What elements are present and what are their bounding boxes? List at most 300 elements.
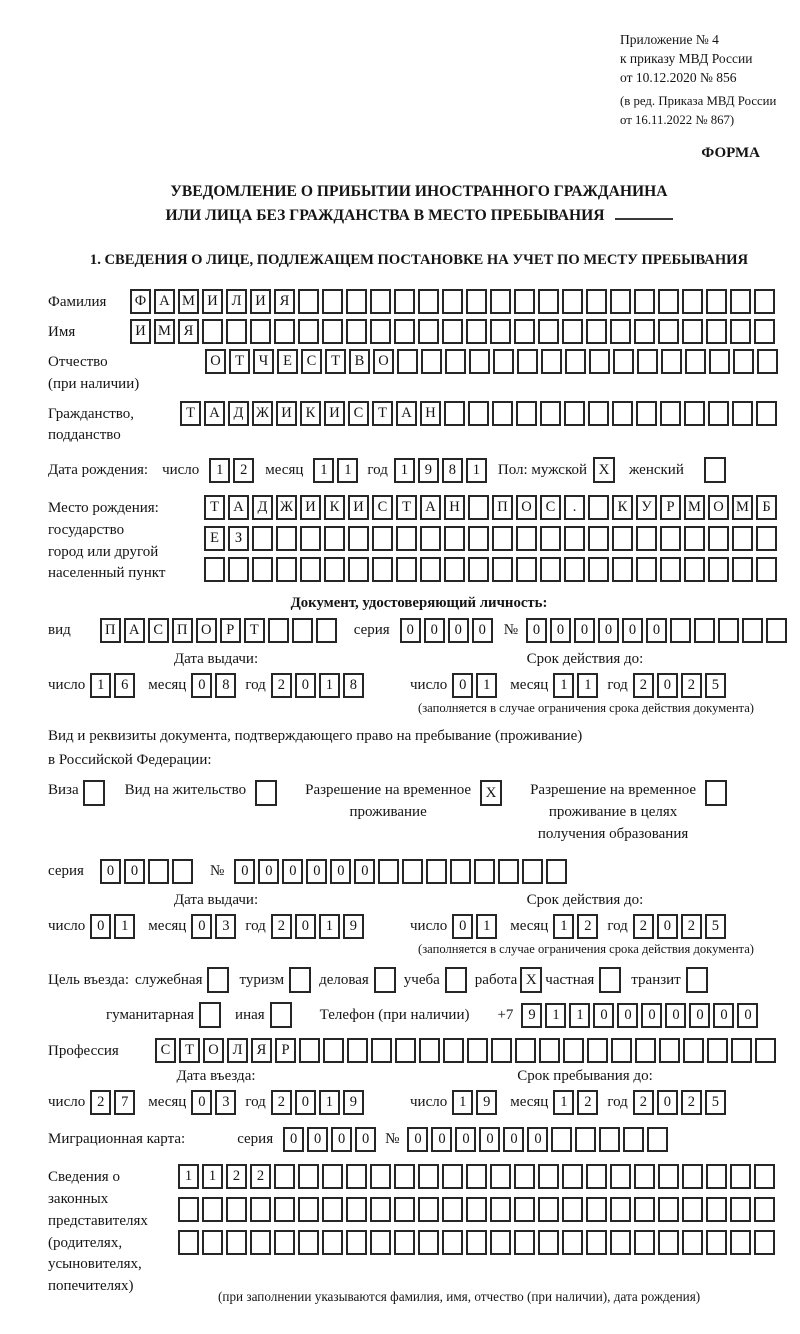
char-cell: 0	[617, 1003, 638, 1028]
char-cell: О	[516, 495, 537, 520]
char-cell	[730, 289, 751, 314]
char-cell: 0	[448, 618, 469, 643]
char-cell: М	[732, 495, 753, 520]
sex-male-checkbox: X	[593, 457, 615, 483]
char-cell	[394, 319, 415, 344]
char-cell: 0	[307, 1127, 328, 1152]
char-cell	[623, 1127, 644, 1152]
month-label: месяц	[265, 461, 304, 478]
char-cell: 9	[521, 1003, 542, 1028]
char-cell	[587, 1038, 608, 1063]
char-cell: 0	[191, 673, 212, 698]
section1-heading: 1. СВЕДЕНИЯ О ЛИЦЕ, ПОДЛЕЖАЩЕМ ПОСТАНОВКЕ НА УЧЕТ ПО МЕСТУ ПРЕБЫВАНИЯ	[89, 252, 749, 269]
month-label: месяц	[148, 677, 187, 694]
char-cell	[708, 526, 729, 551]
char-cell	[202, 1197, 223, 1222]
temp-residence-edu-label: Разрешение на временное проживание в целях получения образования	[530, 782, 697, 842]
entry-day-cells	[90, 1090, 138, 1115]
char-cell	[346, 319, 367, 344]
char-cell: 8	[215, 673, 236, 698]
representatives-cell-rows	[178, 1164, 778, 1305]
char-cell	[636, 401, 657, 426]
purpose-phone-row	[48, 1002, 790, 1028]
char-cell: 2	[681, 673, 702, 698]
char-cell: Т	[204, 495, 225, 520]
doc-issue-date	[48, 673, 384, 698]
birth-place-label: Место рождения: государство город или другой населенный пункт	[48, 500, 166, 582]
char-cell	[599, 1127, 620, 1152]
char-cell	[514, 289, 535, 314]
char-cell	[426, 859, 447, 884]
purpose-study-label: учеба	[403, 971, 440, 988]
day-label: число	[410, 677, 448, 694]
char-cell	[348, 526, 369, 551]
patronymic-label: Отчество (при наличии)	[48, 354, 140, 392]
char-cell: 2	[271, 673, 292, 698]
stay-year-cells	[633, 1090, 729, 1115]
citizenship-label: Гражданство, подданство	[48, 405, 135, 444]
char-cell: М	[684, 495, 705, 520]
char-cell	[684, 526, 705, 551]
char-cell: 0	[452, 673, 473, 698]
char-cell: С	[155, 1038, 176, 1063]
purpose-business-label: деловая	[319, 971, 369, 988]
doc-valid-month-cells	[553, 673, 601, 698]
entry-year-cells	[271, 1090, 367, 1115]
char-cell	[610, 289, 631, 314]
char-cell	[718, 618, 739, 643]
surname-cells	[130, 289, 778, 314]
char-cell	[538, 1230, 559, 1255]
char-cell	[682, 1164, 703, 1189]
char-cell: Л	[226, 289, 247, 314]
char-cell: Д	[252, 495, 273, 520]
char-cell: 0	[191, 1090, 212, 1115]
char-cell	[474, 859, 495, 884]
char-cell	[346, 1230, 367, 1255]
char-cell	[274, 1197, 295, 1222]
char-cell	[370, 1230, 391, 1255]
appendix-line: к приказу МВД России	[620, 51, 753, 67]
char-cell: 1	[577, 673, 598, 698]
entry-date-block	[48, 1068, 384, 1115]
char-cell	[610, 319, 631, 344]
profession-row	[48, 1038, 790, 1063]
char-cell	[540, 557, 561, 582]
entry-date	[48, 1090, 384, 1115]
char-cell: О	[373, 349, 394, 374]
char-cell	[468, 557, 489, 582]
char-cell	[732, 557, 753, 582]
char-cell: 0	[100, 859, 121, 884]
appendix-reference	[620, 30, 800, 129]
patronymic-row	[48, 349, 790, 396]
doc-kind-cells	[100, 618, 340, 643]
doc-valid-date	[410, 673, 760, 698]
char-cell: 5	[705, 673, 726, 698]
char-cell	[635, 1038, 656, 1063]
res-valid-date	[410, 914, 760, 939]
char-cell	[268, 618, 289, 643]
char-cell: А	[124, 618, 145, 643]
entry-month-cells	[191, 1090, 239, 1115]
char-cell	[421, 349, 442, 374]
char-cell: 0	[657, 1090, 678, 1115]
residence-doc-options	[48, 780, 790, 845]
visit-purpose-label: Цель въезда:	[48, 971, 129, 988]
char-cell	[659, 1038, 680, 1063]
stay-until-date	[410, 1090, 760, 1115]
char-cell: 1	[90, 673, 111, 698]
char-cell	[612, 526, 633, 551]
char-cell: 0	[90, 914, 111, 939]
char-cell	[754, 1230, 775, 1255]
char-cell	[348, 557, 369, 582]
char-cell: 0	[527, 1127, 548, 1152]
char-cell	[683, 1038, 704, 1063]
birth-place-cell-rows	[204, 495, 780, 582]
char-cell: А	[228, 495, 249, 520]
char-cell	[589, 349, 610, 374]
res-number-label: №	[210, 863, 225, 880]
day-label: число	[48, 1094, 86, 1111]
char-cell	[498, 859, 519, 884]
representatives-cells-row3	[178, 1230, 778, 1255]
visa-checkbox	[83, 780, 105, 806]
char-cell: 0	[503, 1127, 524, 1152]
char-cell: 0	[354, 859, 375, 884]
representatives-note: (при заполнении указываются фамилия, имя, отчество (при наличии), дата рождения)	[218, 1289, 701, 1305]
identity-doc-heading: Документ, удостоверяющий личность:	[290, 595, 548, 612]
char-cell: С	[540, 495, 561, 520]
doc-issue-year-cells	[271, 673, 367, 698]
char-cell	[394, 1230, 415, 1255]
char-cell	[611, 1038, 632, 1063]
char-cell	[564, 401, 585, 426]
doc-valid-note: (заполняется в случае ограничения срока действия документа)	[418, 701, 754, 716]
char-cell: Т	[372, 401, 393, 426]
char-cell	[316, 618, 337, 643]
birth-day-cells	[209, 458, 257, 483]
entry-stay-dates	[48, 1068, 790, 1115]
res-valid-day-cells	[452, 914, 500, 939]
char-cell	[372, 557, 393, 582]
char-cell: 0	[283, 1127, 304, 1152]
month-label: месяц	[510, 1094, 549, 1111]
char-cell	[378, 859, 399, 884]
migration-card-row	[48, 1127, 790, 1152]
doc-kind-label: вид	[48, 622, 71, 639]
form-word: ФОРМА	[701, 144, 760, 161]
char-cell: 2	[577, 1090, 598, 1115]
representatives-cells-row1	[178, 1164, 778, 1189]
char-cell	[418, 1164, 439, 1189]
char-cell	[660, 526, 681, 551]
char-cell	[730, 1230, 751, 1255]
char-cell: С	[348, 401, 369, 426]
birth-date-row	[48, 457, 790, 483]
char-cell	[442, 319, 463, 344]
char-cell	[178, 1197, 199, 1222]
char-cell	[514, 319, 535, 344]
char-cell	[274, 1164, 295, 1189]
representatives-cells-row2	[178, 1197, 778, 1222]
doc-valid-header: Срок действия до:	[526, 651, 644, 668]
char-cell: 0	[737, 1003, 758, 1028]
citizenship-cells	[180, 401, 780, 426]
char-cell: 2	[577, 914, 598, 939]
doc-issue-block	[48, 651, 384, 716]
birth-place-cells-row3	[204, 557, 780, 582]
char-cell	[442, 289, 463, 314]
char-cell	[730, 319, 751, 344]
char-cell: И	[324, 401, 345, 426]
form-title-line1: УВЕДОМЛЕНИЕ О ПРИБЫТИИ ИНОСТРАННОГО ГРАЖДАНИНА	[170, 182, 668, 200]
char-cell	[442, 1164, 463, 1189]
sex-male-label: Пол: мужской	[497, 461, 588, 478]
char-cell	[660, 401, 681, 426]
residence-doc-title: Вид и реквизиты документа, подтверждающего право на пребывание (проживание) в Российской Федерации:	[48, 728, 583, 769]
char-cell	[396, 526, 417, 551]
purpose-private-label: частная	[545, 971, 595, 988]
char-cell	[492, 557, 513, 582]
char-cell	[299, 1038, 320, 1063]
month-label: месяц	[148, 1094, 187, 1111]
birth-date-label: Дата рождения:	[48, 461, 149, 478]
char-cell	[442, 1197, 463, 1222]
doc-valid-year-cells	[633, 673, 729, 698]
char-cell	[467, 1038, 488, 1063]
char-cell: Н	[420, 401, 441, 426]
char-cell: Р	[660, 495, 681, 520]
doc-valid-day-cells	[452, 673, 500, 698]
char-cell: 0	[713, 1003, 734, 1028]
res-issue-year-cells	[271, 914, 367, 939]
char-cell	[394, 289, 415, 314]
char-cell	[730, 1164, 751, 1189]
res-issue-month-cells	[191, 914, 239, 939]
char-cell	[172, 859, 193, 884]
char-cell: 0	[657, 914, 678, 939]
char-cell	[402, 859, 423, 884]
char-cell: 1	[545, 1003, 566, 1028]
birth-place-cells-row1	[204, 495, 780, 520]
char-cell: 6	[114, 673, 135, 698]
char-cell: З	[228, 526, 249, 551]
char-cell	[515, 1038, 536, 1063]
char-cell	[684, 557, 705, 582]
char-cell: 0	[665, 1003, 686, 1028]
char-cell: Я	[274, 289, 295, 314]
title-blank-line	[615, 216, 673, 220]
char-cell	[562, 1230, 583, 1255]
char-cell: Т	[180, 401, 201, 426]
char-cell	[634, 289, 655, 314]
char-cell: 0	[455, 1127, 476, 1152]
char-cell	[444, 557, 465, 582]
char-cell: 1	[319, 914, 340, 939]
res-series-cells	[100, 859, 196, 884]
char-cell: 3	[215, 914, 236, 939]
char-cell: 1	[337, 458, 358, 483]
char-cell	[490, 1230, 511, 1255]
char-cell: О	[205, 349, 226, 374]
char-cell: П	[100, 618, 121, 643]
char-cell	[468, 526, 489, 551]
char-cell	[754, 1197, 775, 1222]
char-cell: 0	[258, 859, 279, 884]
char-cell	[420, 557, 441, 582]
char-cell	[252, 557, 273, 582]
res-series-label: серия	[48, 863, 84, 880]
char-cell: 2	[271, 914, 292, 939]
char-cell: Я	[251, 1038, 272, 1063]
char-cell	[298, 319, 319, 344]
identity-doc-row	[48, 618, 790, 643]
given-name-cells	[130, 319, 778, 344]
migcard-series-label: серия	[237, 1131, 274, 1148]
char-cell: 1	[313, 458, 334, 483]
char-cell: 9	[343, 914, 364, 939]
temp-residence-label: Разрешение на временное проживание	[305, 782, 472, 820]
char-cell: В	[349, 349, 370, 374]
char-cell	[694, 618, 715, 643]
char-cell: 0	[295, 673, 316, 698]
char-cell	[444, 526, 465, 551]
char-cell	[756, 526, 777, 551]
char-cell	[347, 1038, 368, 1063]
char-cell: Ж	[252, 401, 273, 426]
day-label: число	[410, 1094, 448, 1111]
char-cell	[707, 1038, 728, 1063]
char-cell	[346, 1164, 367, 1189]
residence-doc-series-row	[48, 859, 790, 884]
char-cell: А	[420, 495, 441, 520]
char-cell: 2	[90, 1090, 111, 1115]
char-cell	[372, 526, 393, 551]
char-cell	[346, 289, 367, 314]
char-cell	[226, 1230, 247, 1255]
residence-permit-label: Вид на жительство	[124, 782, 247, 799]
temp-residence-option	[305, 780, 502, 824]
char-cell	[226, 319, 247, 344]
char-cell	[516, 401, 537, 426]
char-cell	[442, 1230, 463, 1255]
char-cell	[276, 526, 297, 551]
char-cell: 0	[472, 618, 493, 643]
phone-cells	[521, 1003, 761, 1028]
char-cell	[323, 1038, 344, 1063]
char-cell	[324, 557, 345, 582]
char-cell	[706, 319, 727, 344]
res-issue-date	[48, 914, 384, 939]
purpose-tourism-label: туризм	[239, 971, 285, 988]
entry-date-header: Дата въезда:	[176, 1068, 256, 1085]
char-cell: О	[196, 618, 217, 643]
char-cell: 2	[271, 1090, 292, 1115]
char-cell	[586, 1197, 607, 1222]
char-cell	[538, 319, 559, 344]
purpose-study-checkbox	[445, 967, 467, 993]
char-cell	[610, 1230, 631, 1255]
char-cell	[660, 557, 681, 582]
char-cell	[300, 526, 321, 551]
char-cell	[395, 1038, 416, 1063]
char-cell	[418, 289, 439, 314]
char-cell: 0	[295, 914, 316, 939]
sex-female-label: женский	[629, 461, 684, 478]
char-cell: 1	[466, 458, 487, 483]
char-cell: 1	[553, 914, 574, 939]
purpose-work-checkbox: X	[520, 967, 542, 993]
char-cell	[538, 1197, 559, 1222]
char-cell	[468, 495, 489, 520]
char-cell	[588, 526, 609, 551]
char-cell	[551, 1127, 572, 1152]
char-cell	[636, 526, 657, 551]
char-cell	[730, 1197, 751, 1222]
char-cell	[757, 349, 778, 374]
char-cell	[612, 401, 633, 426]
char-cell: 0	[689, 1003, 710, 1028]
given-name-row	[48, 319, 790, 344]
visa-option	[48, 780, 105, 806]
char-cell: Ч	[253, 349, 274, 374]
char-cell: 0	[593, 1003, 614, 1028]
purpose-official-checkbox	[207, 967, 229, 993]
year-label: год	[607, 1094, 628, 1111]
char-cell: Н	[444, 495, 465, 520]
char-cell: 0	[330, 859, 351, 884]
char-cell: 0	[400, 618, 421, 643]
char-cell	[468, 401, 489, 426]
char-cell: 2	[233, 458, 254, 483]
char-cell	[565, 349, 586, 374]
char-cell	[418, 319, 439, 344]
month-label: месяц	[148, 918, 187, 935]
char-cell: К	[612, 495, 633, 520]
char-cell: С	[372, 495, 393, 520]
char-cell	[538, 1164, 559, 1189]
char-cell: 0	[282, 859, 303, 884]
char-cell: 2	[681, 914, 702, 939]
char-cell: Т	[396, 495, 417, 520]
representatives-label: Сведения о законных представителях (родителях, усыновителях, попечителях)	[48, 1169, 148, 1295]
purpose-work-label: работа	[474, 971, 518, 988]
temp-residence-edu-checkbox	[705, 780, 727, 806]
year-label: год	[245, 918, 266, 935]
char-cell: Е	[277, 349, 298, 374]
identity-doc-dates	[48, 651, 790, 716]
purpose-transit-label: транзит	[631, 971, 681, 988]
char-cell	[682, 289, 703, 314]
char-cell	[588, 401, 609, 426]
char-cell	[178, 1230, 199, 1255]
appendix-line: от 10.12.2020 № 856	[620, 70, 737, 86]
char-cell	[540, 401, 561, 426]
char-cell	[684, 401, 705, 426]
char-cell: 0	[657, 673, 678, 698]
char-cell: Т	[229, 349, 250, 374]
stay-until-header: Срок пребывания до:	[517, 1068, 653, 1085]
res-issue-day-cells	[90, 914, 138, 939]
char-cell: 0	[407, 1127, 428, 1152]
char-cell	[562, 319, 583, 344]
birth-place-row	[48, 495, 790, 585]
char-cell	[420, 526, 441, 551]
char-cell	[522, 859, 543, 884]
char-cell	[298, 1164, 319, 1189]
